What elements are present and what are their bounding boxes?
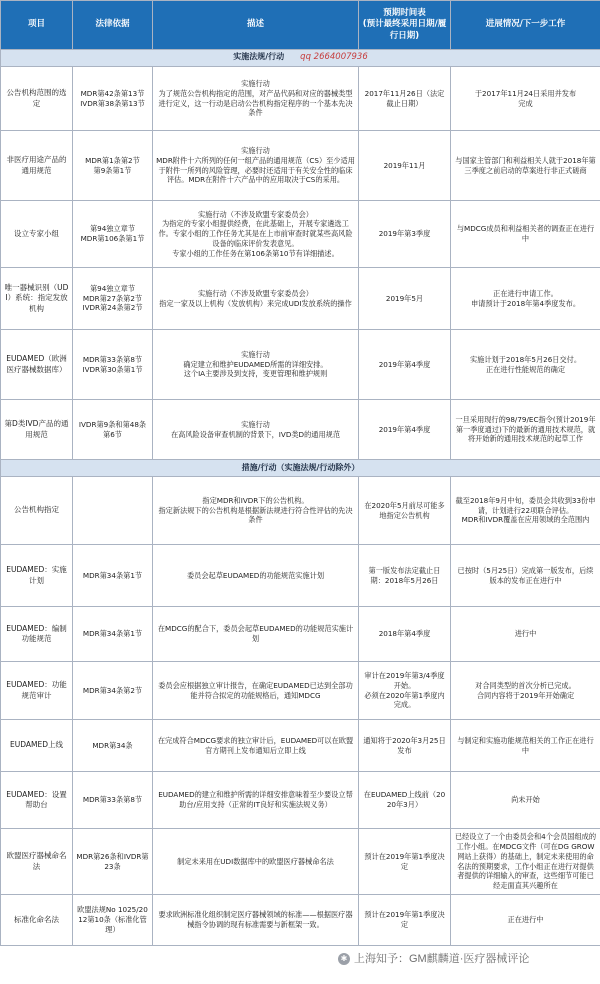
cell-legal-basis: MDR第33条第8节 IVDR第30条第1节: [73, 330, 153, 400]
cell-item: 标准化命名法: [1, 895, 73, 946]
table-header-row: [1, 1, 600, 50]
cell-timeline: 2019年5月: [359, 268, 451, 330]
footer-watermark-text: 上海知予：GM麒麟道·医疗器械评论: [354, 953, 530, 965]
table-row: [1, 477, 600, 545]
header-progress: 进展情况/下一步工作: [451, 1, 600, 50]
cell-timeline: 2019年第4季度: [359, 330, 451, 400]
cell-progress: 正在进行中: [451, 895, 600, 946]
cell-item: EUDAMED上线: [1, 720, 73, 772]
table-row: [1, 67, 600, 131]
cell-description: 实施行动（不涉及欧盟专家委员会） 为指定的专家小组提供经费，在此基础上，开展专家遴选工作。专家小组的工作任务尤其是在上市前审查时就某些高风险设备的临床评价发表意见。 专家小组的工作任务在第106条第10节有详细描述。: [153, 201, 359, 268]
cell-timeline: 第一版发布法定截止日期：2018年5月26日: [359, 545, 451, 607]
cell-progress: 对合同类型的首次分析已完成。 合同内容将于2019年开始确定: [451, 662, 600, 720]
cell-progress: 尚未开始: [451, 772, 600, 829]
cell-timeline: 2018年第4季度: [359, 607, 451, 662]
cell-timeline: 预计在2019年第1季度决定: [359, 895, 451, 946]
cell-timeline: 在EUDAMED上线前（2020年3月）: [359, 772, 451, 829]
section-title: [1, 460, 600, 477]
table-row: [1, 895, 600, 946]
cell-progress: 截至2018年9月中旬，委员会共收到33份申请，计划进行22项联合评估。 MDR和IVDR覆盖在应用领域的全范围内: [451, 477, 600, 545]
section-title-text: 措施/行动（实施法规/行动除外）: [241, 462, 360, 472]
cell-item: 唯一器械识别（UDI）系统：指定发放机构: [1, 268, 73, 330]
cell-legal-basis: MDR第34条: [73, 720, 153, 772]
cell-legal-basis: IVDR第9条和第48条第6节: [73, 400, 153, 460]
cell-item: EUDAMED：设置帮助台: [1, 772, 73, 829]
cell-item: 公告机构范围的选定: [1, 67, 73, 131]
cell-item: EUDAMED：实施计划: [1, 545, 73, 607]
table-row: [1, 131, 600, 201]
cell-progress: 进行中: [451, 607, 600, 662]
cell-legal-basis: MDR第1条第2节 第9条第1节: [73, 131, 153, 201]
cell-description: 实施行动 为了规范公告机构指定的范围，对产品代码和对应的器械类型进行定义，这一行动是启动公告机构指定程序的一个基本先决条件: [153, 67, 359, 131]
cell-legal-basis: 第94独立章节 MDR第106条第1节: [73, 201, 153, 268]
table-row: [1, 607, 600, 662]
header-item: 项目: [1, 1, 73, 50]
cell-description: 在MDCG的配合下，委员会起草EUDAMED的功能规范实施计划: [153, 607, 359, 662]
cell-description: 委员会起草EUDAMED的功能规范实施计划: [153, 545, 359, 607]
cell-timeline: 在2020年5月前尽可能多地指定公告机构: [359, 477, 451, 545]
table-row: [1, 400, 600, 460]
cell-timeline: 审计在2019年第3/4季度开始。 必须在2020年第1季度内完成。: [359, 662, 451, 720]
header-timeline: 预期时间表 (预计最终采用日期/履行日期): [359, 1, 451, 50]
cell-item: EUDAMED：编制功能规范: [1, 607, 73, 662]
cell-description: 实施行动 MDR附件十六所列的任何一组产品的通用规范（CS）至少适用于附件一所列的风险管理，必要时还适用于有关安全性的临床评估。MDR在附件十六产品中的应用取决于CS的采用。: [153, 131, 359, 201]
table-row: [1, 268, 600, 330]
cell-timeline: 通知将于2020年3月25日发布: [359, 720, 451, 772]
cell-timeline: 2019年11月: [359, 131, 451, 201]
cell-description: 实施行动（不涉及欧盟专家委员会） 指定一家及以上机构（发放机构）来完成UDI发放系统的操作: [153, 268, 359, 330]
cell-description: 制定未来用在UDI数据库中的欧盟医疗器械命名法: [153, 829, 359, 895]
cell-item: EUDAMED：功能规范审计: [1, 662, 73, 720]
cell-legal-basis: [73, 477, 153, 545]
table-row: [1, 330, 600, 400]
cell-description: 实施行动 在高风险设备审查机制的背景下，IVD类D的通用规范: [153, 400, 359, 460]
cell-progress: 与国家主管部门和利益相关人就于2018年第三季度之前启动的草案进行非正式磋商: [451, 131, 600, 201]
cell-legal-basis: 欧盟法规No 1025/2012第10条（标准化管理）: [73, 895, 153, 946]
cell-item: 公告机构指定: [1, 477, 73, 545]
cell-timeline: 2017年11月26日（法定截止日期）: [359, 67, 451, 131]
table-row: [1, 772, 600, 829]
cell-description: 指定MDR和IVDR下的公告机构。 指定新法规下的公告机构是根据新法规进行符合性评估的先决条件: [153, 477, 359, 545]
cell-item: 欧盟医疗器械命名法: [1, 829, 73, 895]
cell-legal-basis: MDR第34条第1节: [73, 607, 153, 662]
cell-timeline: 2019年第4季度: [359, 400, 451, 460]
cell-item: 设立专家小组: [1, 201, 73, 268]
cell-progress: 正在进行申请工作。 申请预计于2018年第4季度发布。: [451, 268, 600, 330]
cell-legal-basis: MDR第34条第2节: [73, 662, 153, 720]
cell-progress: 已按时（5月25日）完成第一版发布，后续版本的发布正在进行中: [451, 545, 600, 607]
cell-progress: 与MDCG成员和利益相关者的调查正在进行中: [451, 201, 600, 268]
cell-description: 实施行动 确定建立和维护EUDAMED所需的详细安排。 这个IA主要涉及到支持，变更管理和维护规则: [153, 330, 359, 400]
footer-watermark: [338, 950, 529, 966]
cell-progress: 一旦采用现行的98/79/EC指令(预计2019年第一季度通过)下的最新的通用技术规范，就将开始新的通用技术规范的起草工作: [451, 400, 600, 460]
cell-description: 委员会应根据独立审计报告，在确定EUDAMED已达到全部功能并符合拟定的功能规格后，通知MDCG: [153, 662, 359, 720]
table-row: [1, 201, 600, 268]
cell-legal-basis: MDR第34条第1节: [73, 545, 153, 607]
table-row: [1, 545, 600, 607]
cell-legal-basis: MDR第26条和IVDR第23条: [73, 829, 153, 895]
cell-description: EUDAMED的建立和维护所需的详细安排意味着至少要设立帮助台/应用支持（正常的IT良好和实施法规义务）: [153, 772, 359, 829]
cell-item: 非医疗用途产品的通用规范: [1, 131, 73, 201]
cell-timeline: 预计在2019年第1季度决定: [359, 829, 451, 895]
section-header-row: [1, 460, 600, 477]
header-basis: 法律依据: [73, 1, 153, 50]
cell-legal-basis: 第94独立章节 MDR第27条第2节 IVDR第24条第2节: [73, 268, 153, 330]
cell-legal-basis: MDR第33条第8节: [73, 772, 153, 829]
cell-item: EUDAMED（欧洲医疗器械数据库）: [1, 330, 73, 400]
cell-item: 第D类IVD产品的通用规范: [1, 400, 73, 460]
cell-description: 要求欧洲标准化组织制定医疗器械领域的标准——根据医疗器械指令协调的现有标准需要与新框架一致。: [153, 895, 359, 946]
section-header-row: [1, 50, 600, 67]
cell-description: 在完成符合MDCG要求的独立审计后，EUDAMED可以在欧盟官方期刊上发布通知后立即上线: [153, 720, 359, 772]
table-row: [1, 662, 600, 720]
cell-progress: 实施计划于2018年5月26日交付。 正在进行性能规范的确定: [451, 330, 600, 400]
qq-watermark: qq 2664007936: [300, 52, 368, 63]
table-row: [1, 720, 600, 772]
wechat-icon: ✱: [338, 953, 350, 965]
section-title: [1, 50, 600, 67]
cell-timeline: 2019年第3季度: [359, 201, 451, 268]
cell-progress: 于2017年11月24日采用并发布 完成: [451, 67, 600, 131]
section-title-text: 实施法规/行动: [233, 52, 285, 62]
cell-progress: 与制定和实施功能规范相关的工作正在进行中: [451, 720, 600, 772]
cell-legal-basis: MDR第42条第13节 IVDR第38条第13节: [73, 67, 153, 131]
cell-progress: 已经设立了一个由委员会和4个会员国组成的工作小组。在MDCG文件（可在DG GROW网站上获得）的基础上，制定未来使用的命名法的预期要求，工作小组正在进行对提供者提供的详细输入的审查，这些细节可能已经走面直其兴趣所在: [451, 829, 600, 895]
header-description: 描述: [153, 1, 359, 50]
table-row: [1, 829, 600, 895]
